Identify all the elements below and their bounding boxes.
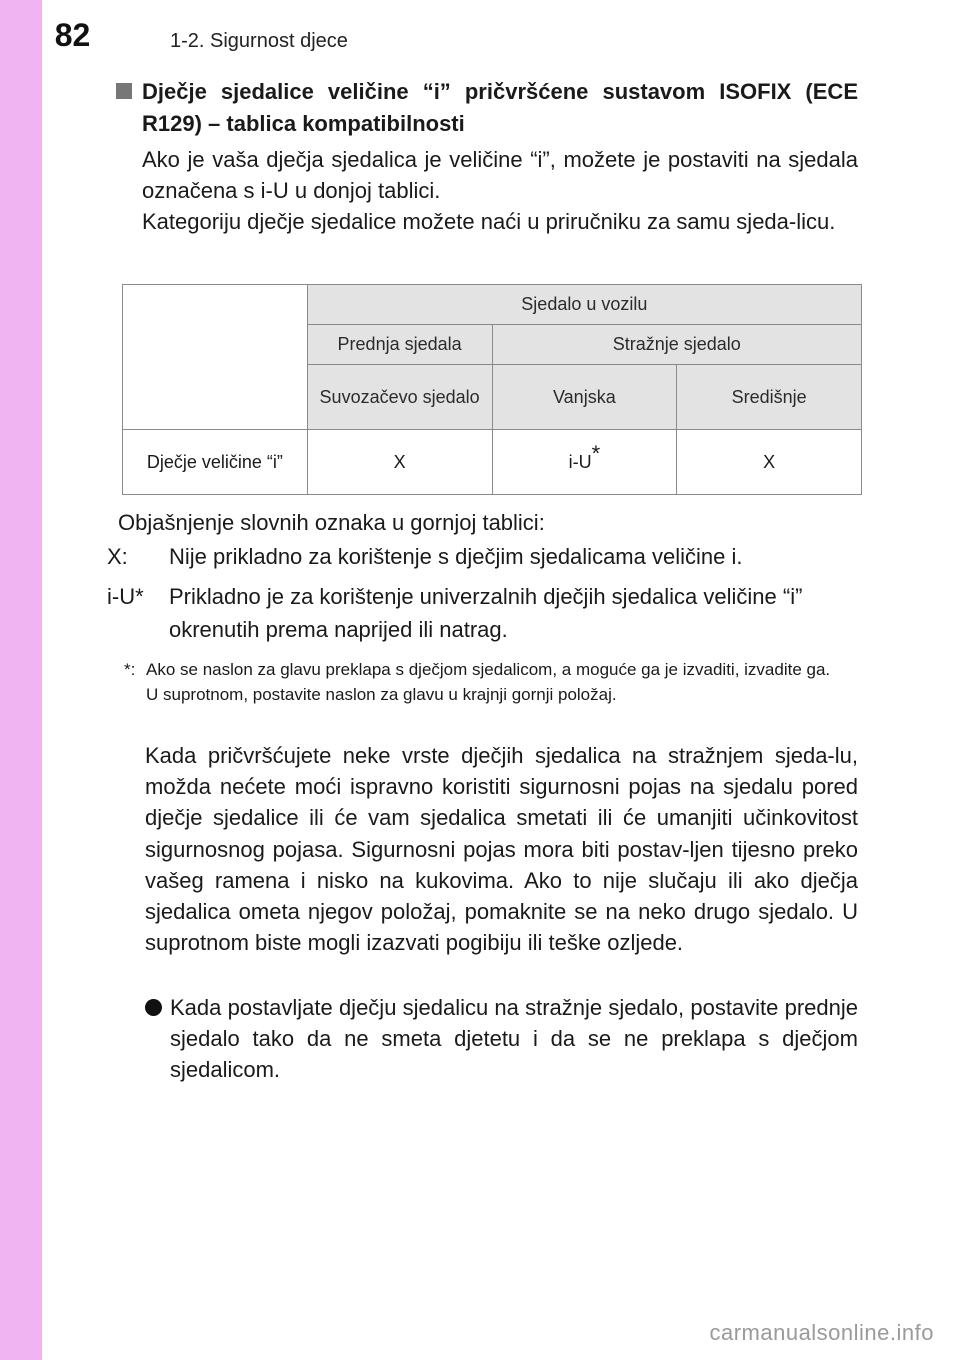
table-corner-cell <box>123 285 308 430</box>
outer-value-text: i-U <box>568 451 592 472</box>
outer-seat-header: Vanjska <box>492 365 677 430</box>
cell-passenger-value: X <box>307 430 492 495</box>
watermark: carmanualsonline.info <box>709 1320 934 1345</box>
square-bullet-icon <box>116 83 132 99</box>
footnote-line-2: U suprotnom, postavite naslon za glavu u krajnji gornji položaj. <box>146 685 617 704</box>
legend-title: Objašnjenje slovnih oznaka u gornjoj tablici: <box>118 510 545 535</box>
cell-outer-value <box>492 430 677 495</box>
center-seat-header: Središnje <box>677 365 862 430</box>
footnote-key: *: <box>124 660 136 679</box>
legend-key: X: <box>107 544 128 569</box>
front-seats-header: Prednja sjedala <box>307 325 492 365</box>
cell-center-value: X <box>677 430 862 495</box>
footnote-line-1: Ako se naslon za glavu preklapa s dječjom sjedalicom, a moguće ga je izvaditi, izvadite ga. <box>146 660 831 679</box>
intro-paragraph <box>142 144 858 237</box>
intro-line-2: Kategoriju dječje sjedalice možete naći u priručniku za samu sjeda-licu. <box>142 209 836 234</box>
passenger-seat-header: Suvozačevo sjedalo <box>307 365 492 430</box>
round-bullet-icon <box>145 999 162 1016</box>
sidebar-tab <box>0 0 42 1360</box>
legend-desc: Prikladno je za korištenje univerzalnih dječjih sjedalica veličine “i” okrenutih prema naprijed ili natrag. <box>169 584 803 642</box>
bullet-item <box>145 992 858 1086</box>
rear-seat-header: Stražnje sjedalo <box>492 325 862 365</box>
footnote <box>124 657 858 707</box>
body-text: Kada pričvršćujete neke vrste dječjih sjedalica na stražnjem sjeda-lu, možda nećete moći ispravno koristiti sigurnosni pojas na sjedalu pored dječje sjedalice ili će vam sjedalica smetati ili će umanjiti učinkovitost sigurnosnog pojasa. Sigurnosni pojas mora biti postav-ljen tijesno preko vašeg ramena i nisko na kukovima. Ako to nije slučaju ili ako dječja sjedalica ometa njegov položaj, pomaknite se na neko drugo sjedalo. U suprotnom biste mogli izazvati pogibiju ili teške ozljede. <box>145 743 858 956</box>
row-label-size-i: Dječje veličine “i” <box>123 430 308 495</box>
footnote-marker: * <box>591 440 601 466</box>
legend-key: i-U* <box>107 584 144 609</box>
warning-paragraph <box>145 740 858 958</box>
page-number: 82 <box>54 17 91 53</box>
section-heading <box>116 76 858 140</box>
intro-line-1: Ako je vaša dječja sjedalica je veličine “i”, možete je postaviti na sjedala označena s i-U u donjoj tablici. <box>142 147 858 203</box>
compatibility-table <box>122 284 862 495</box>
heading-text: Dječje sjedalice veličine “i” pričvršćene sustavom ISOFIX (ECE R129) – tablica kompatibilnosti <box>142 79 858 136</box>
footnote-text <box>146 657 858 707</box>
legend-item <box>107 580 859 646</box>
bullet-text: Kada postavljate dječju sjedalicu na stražnje sjedalo, postavite prednje sjedalo tako da ne smeta djetetu i da se ne preklapa s dječjom sjedalicom. <box>170 995 858 1083</box>
vehicle-seat-header: Sjedalo u vozilu <box>307 285 861 325</box>
section-title: 1-2. Sigurnost djece <box>170 30 348 52</box>
legend-item <box>107 540 859 573</box>
legend-desc: Nije prikladno za korištenje s dječjim sjedalicama veličine i. <box>169 544 743 569</box>
